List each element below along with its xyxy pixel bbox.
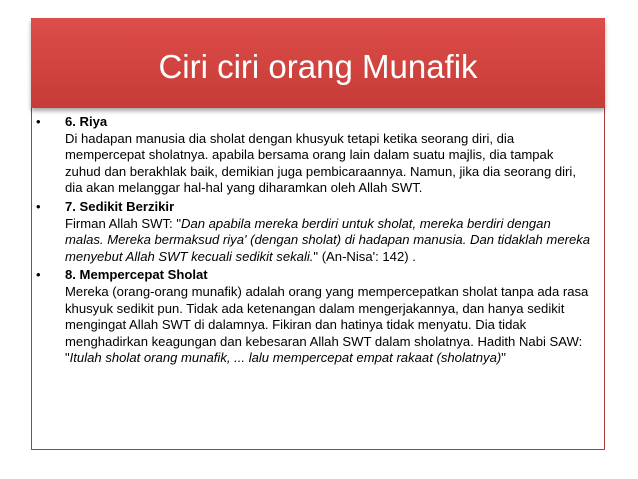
item-text-suffix: " (An-Nisa': 142) . xyxy=(313,248,416,264)
item-text-prefix: Firman Allah SWT: " xyxy=(65,215,181,231)
item-title: 7. Sedikit Berzikir xyxy=(65,198,175,214)
list-item xyxy=(34,267,604,367)
item-text: Di hadapan manusia dia sholat dengan khusyuk tetapi ketika seorang diri, dia mempercepat sholatnya. apabila bersama orang lain dalam suatu majlis, dia tampak zuhud dan berakhlak baik, demikian juga pembicaraannya. Namun, jika dia seorang diri, dia akan melanggar hal-hal yang diharamkan oleh Allah SWT. xyxy=(65,130,576,196)
bullet: • xyxy=(36,267,41,283)
item-text-prefix: Mereka (orang-orang munafik) adalah orang yang mempercepatkan sholat tanpa ada rasa khusyuk sedikit pun. Tidak ada ketenangan dalam mengerjakannya, dan hanya sedikit mengingat Allah SWT di dalamnya. Fikiran dan hatinya tidak menyatu. Dia tidak menghadirkan keagungan dan kebesaran Allah SWT dalam sholatnya. Hadith Nabi SAW: " xyxy=(65,283,589,366)
list-item-body xyxy=(65,199,604,265)
list-item-body xyxy=(65,114,604,197)
item-title: 6. Riya xyxy=(65,114,108,129)
content-area xyxy=(34,114,604,369)
item-text-suffix: " xyxy=(501,350,506,366)
title-band xyxy=(31,18,605,108)
item-title: 8. Mempercepat Sholat xyxy=(65,267,208,283)
bullet: • xyxy=(36,114,41,129)
item-text-quote: Dan apabila mereka berdiri untuk sholat, mereka berdiri dengan malas. Mereka bermaksud riya' (dengan sholat) di hadapan manusia. Dan tidaklah mereka menyebut Allah SWT kecuali sedikit sekali. xyxy=(65,215,591,264)
slide-title: Ciri ciri orang Munafik xyxy=(158,48,478,85)
list-item xyxy=(34,199,604,265)
item-text-quote: Itulah sholat orang munafik, ... lalu mempercepat empat rakaat (sholatnya) xyxy=(69,350,502,366)
list-item xyxy=(34,114,604,197)
bullet: • xyxy=(36,198,41,214)
list-item-body xyxy=(65,267,604,367)
